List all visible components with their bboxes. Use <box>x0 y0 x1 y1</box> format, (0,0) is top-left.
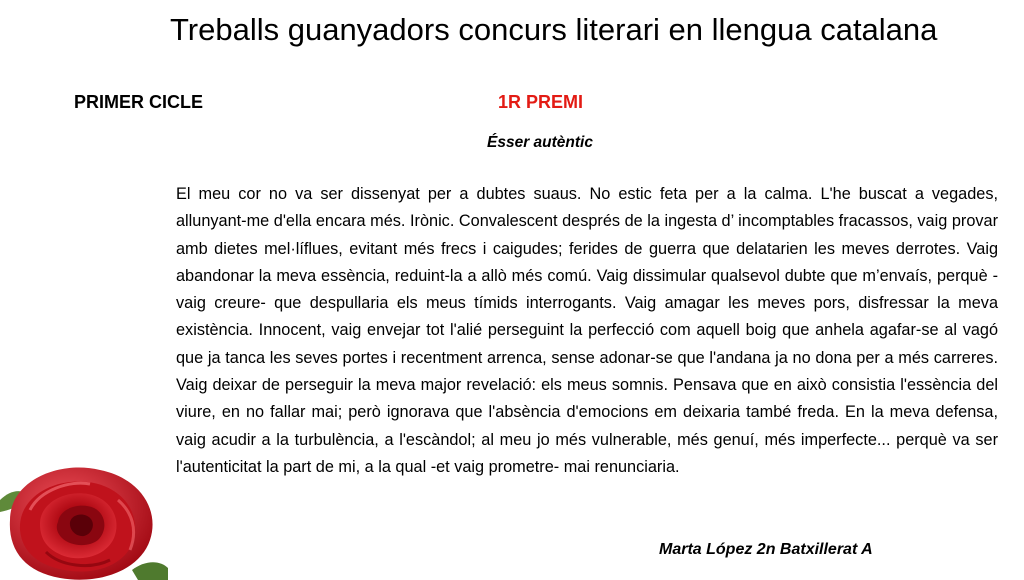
work-title: Ésser autèntic <box>487 134 593 151</box>
rose-image <box>0 460 168 580</box>
work-text: El meu cor no va ser dissenyat per a dubtes suaus. No estic feta per a la calma. L'he buscat a vegades, allunyant-me d'ella encara més. Irònic. Convalescent després de la ingesta d’ incomptables fracassos, vaig provar amb dietes mel·líflues, evitant més frecs i caigudes; ferides de guerra que delatarien les meves derrotes. Vaig abandonar la meva essència, reduint-la a allò més comú. Vaig dissimular qualsevol dubte que m’envaís, perquè -vaig creure- que despullaria els meus tímids interrogants. Vaig amagar les meves pors, disfressar la meva existència. Innocent, vaig envejar tot l'alié perseguint la perfecció com aquell boig que anhela agafar-se al vagó que ja tanca les seves portes i recentment arrenca, sense adonar-se que l'andana ja no dona per a més carreres. Vaig deixar de perseguir la meva major revelació: els meus somnis. Pensava que en això consistia l'essència del viure, en no fallar mai; però ignorava que l'absència d'emocions em deixaria també freda. En la meva defensa, vaig acudir a la turbulència, a l'escàndol; al meu jo més vulnerable, més genuí, més imperfecte... perquè va ser l'autenticitat la part de mi, a la qual -et vaig prometre- mai renunciaria. <box>176 185 998 476</box>
author-signature: Marta López 2n Batxillerat A <box>659 541 873 558</box>
page-title: Treballs guanyadors concurs literari en llengua catalana <box>170 12 938 47</box>
prize-label: 1R PREMI <box>498 92 584 112</box>
cycle-label: PRIMER CICLE <box>74 92 204 112</box>
